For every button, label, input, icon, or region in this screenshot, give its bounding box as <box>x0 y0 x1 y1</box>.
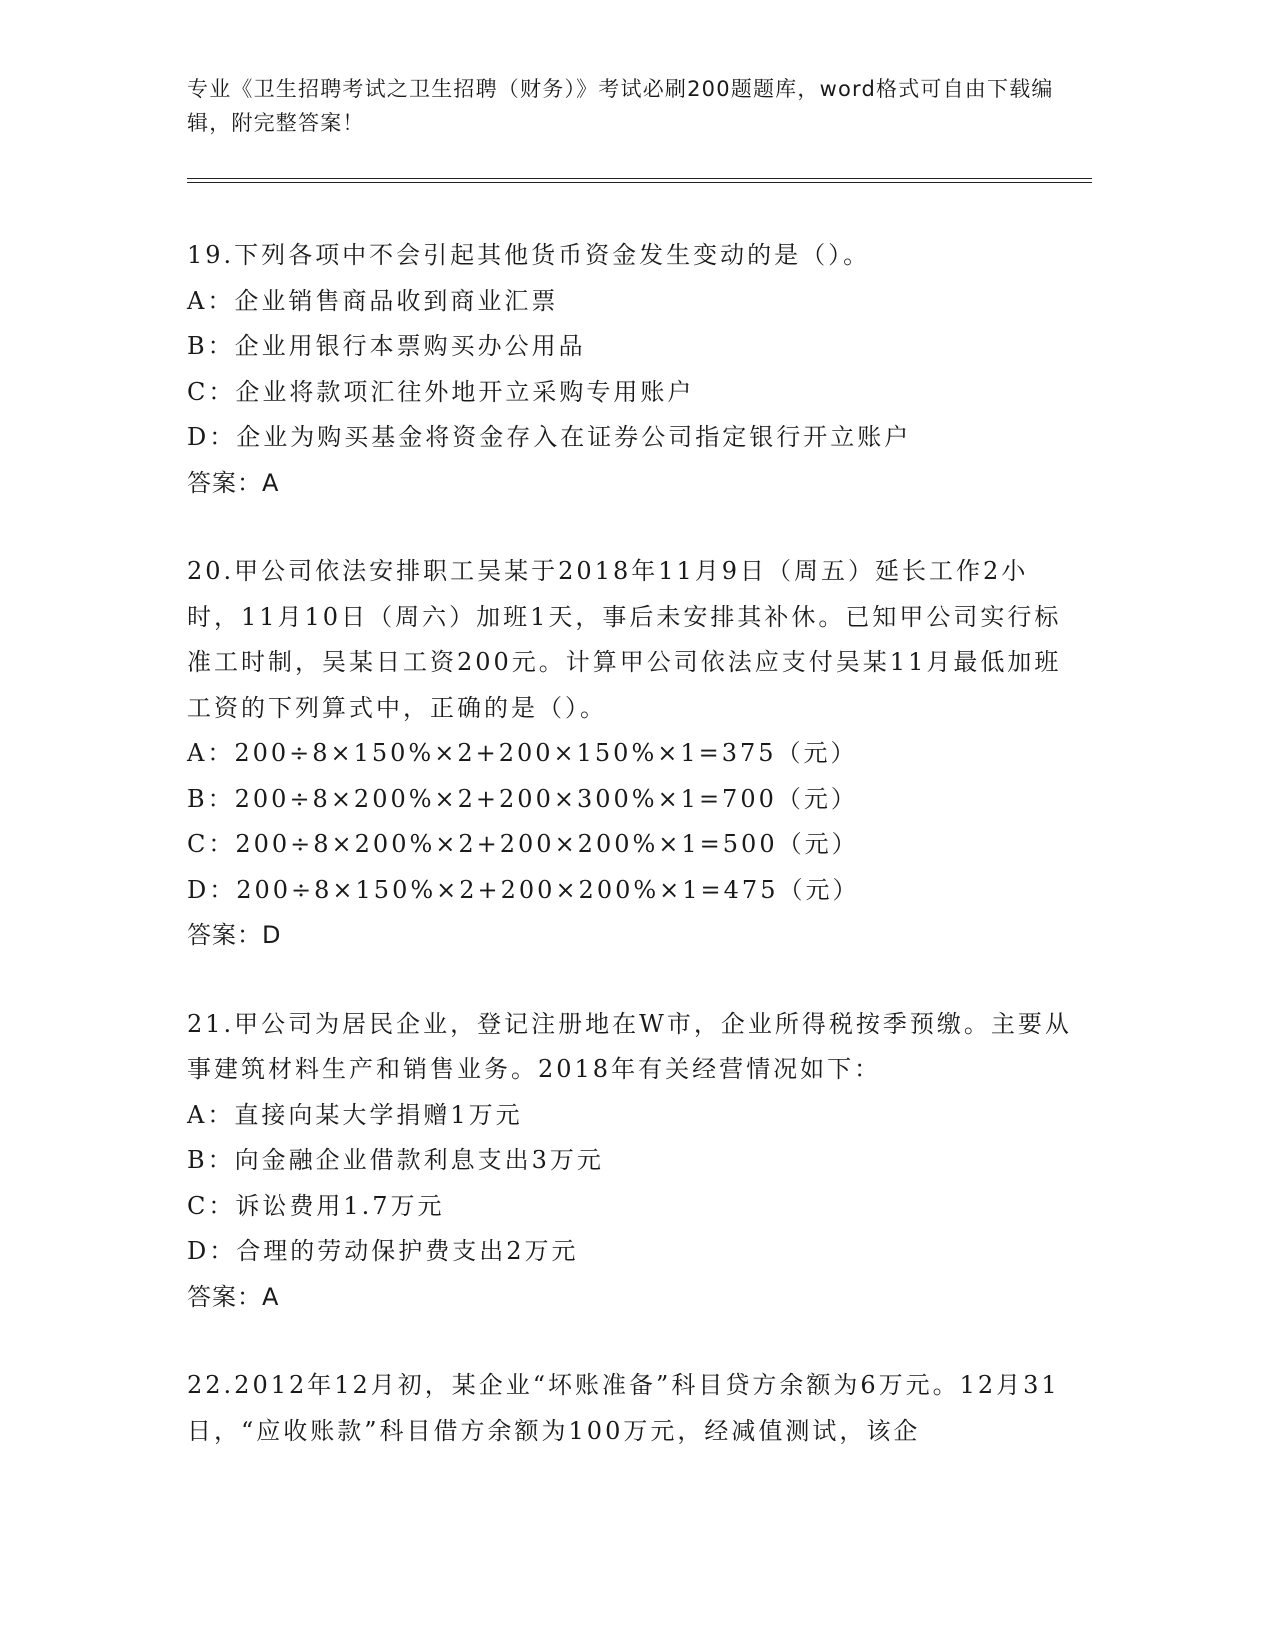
question-list <box>187 233 1087 1497</box>
option-c: C：企业将款项汇往外地开立采购专用账户 <box>187 377 695 406</box>
option-a: A：直接向某大学捐赠1万元 <box>187 1100 523 1129</box>
question-stem: 22.2012年12月初，某企业“坏账准备”科目贷方余额为6万元。12月31日，“应收账款”科目借方余额为100万元，经减值测试，该企 <box>187 1371 1060 1445</box>
option-b: B：向金融企业借款利息支出3万元 <box>187 1146 604 1174</box>
answer-label: 答案：D <box>187 921 282 949</box>
option-d: D：企业为购买基金将资金存入在证券公司指定银行开立账户 <box>187 423 912 451</box>
question-21 <box>187 1002 1087 1321</box>
option-a: A：200÷8×150%×2+200×150%×1=375（元） <box>187 739 858 767</box>
answer-label: 答案：A <box>187 1282 280 1311</box>
option-b: B：企业用银行本票购买办公用品 <box>187 332 586 360</box>
answer-label: 答案：A <box>187 468 280 497</box>
question-stem: 19.下列各项中不会引起其他货币资金发生变动的是（）。 <box>187 241 871 269</box>
question-20 <box>187 549 1087 959</box>
header-divider-bottom <box>187 182 1092 183</box>
question-stem: 20.甲公司依法安排职工吴某于2018年11月9日（周五）延长工作2小时，11月10日（周六）加班1天，事后未安排其补休。已知甲公司实行标准工时制，吴某日工资200元。计算甲公司依法应支付吴某11月最低加班工资的下列算式中，正确的是（）。 <box>187 557 1062 722</box>
option-b: B：200÷8×200%×2+200×300%×1=700（元） <box>187 784 858 813</box>
document-header <box>187 72 1077 140</box>
header-title: 专业《卫生招聘考试之卫生招聘（财务）》考试必刷200题题库，word格式可自由下载编辑，附完整答案！ <box>187 77 1054 135</box>
question-19 <box>187 233 1087 506</box>
question-22 <box>187 1363 1087 1454</box>
option-c: C：200÷8×200%×2+200×200%×1=500（元） <box>187 830 859 858</box>
header-divider-top <box>187 178 1092 179</box>
option-a: A：企业销售商品收到商业汇票 <box>187 286 559 315</box>
option-d: D：合理的劳动保护费支出2万元 <box>187 1237 579 1265</box>
question-stem: 21.甲公司为居民企业，登记注册地在W市，企业所得税按季预缴。主要从事建筑材料生产和销售业务。2018年有关经营情况如下： <box>187 1009 1072 1083</box>
option-d: D：200÷8×150%×2+200×200%×1=475（元） <box>187 875 860 904</box>
option-c: C：诉讼费用1.7万元 <box>187 1191 445 1220</box>
